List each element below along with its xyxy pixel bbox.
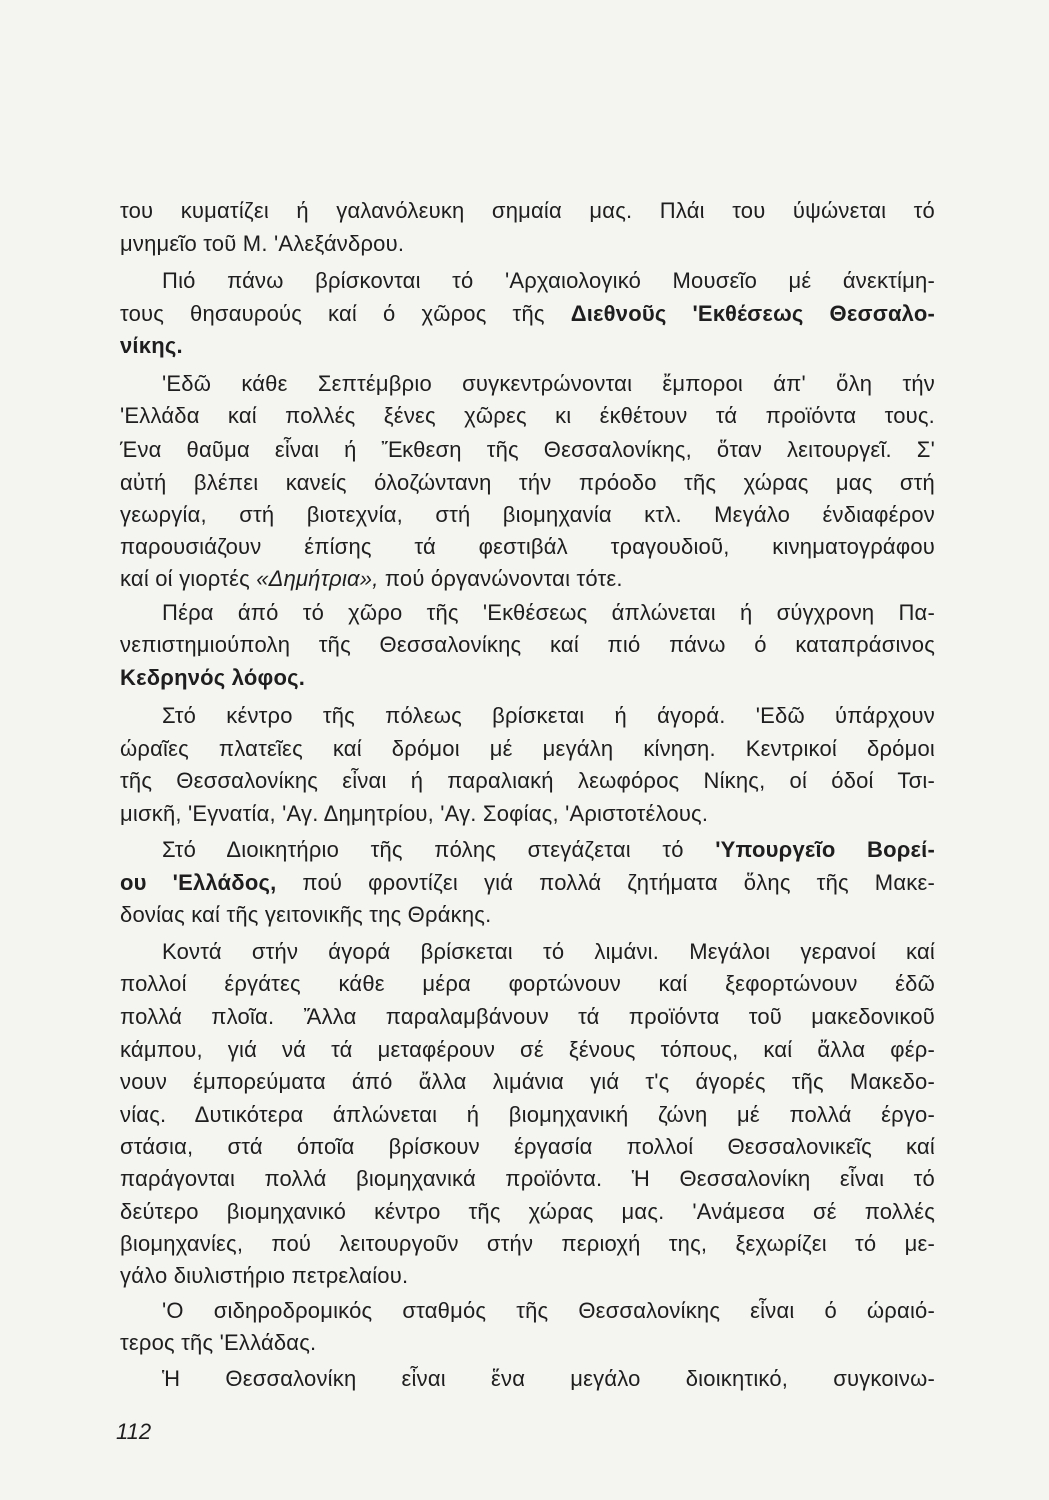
text-line: αὐτή βλέπει κανείς όλοζώντανη τήν πρόοδο τῆς χώρας μας στή: [120, 470, 935, 495]
text-line: πολλοί έργάτες κάθε μέρα φορτώνουν καί ξεφορτώνουν έδῶ: [120, 971, 935, 996]
bold-term: Κεδρηνός λόφος.: [120, 665, 306, 690]
italic-term: «Δημήτρια»,: [256, 566, 379, 591]
text-line: [120, 331, 935, 361]
text-line: του κυματίζει ή γαλανόλευκη σημαία μας. Πλάι του ύψώνεται τό: [120, 198, 935, 223]
text-line: ώραῖες πλατεῖες καί δρόμοι μέ μεγάλη κίνηση. Κεντρικοί δρόμοι: [120, 736, 935, 761]
text-line: νίας. Δυτικότερα άπλώνεται ή βιομηχανική ζώνη μέ πολλά έργο-: [120, 1102, 935, 1127]
text-line: 'Εδῶ κάθε Σεπτέμβριο συγκεντρώνονται ἔμποροι άπ' ὅλη τήν: [162, 371, 935, 396]
text-line: τῆς Θεσσαλονίκης εἶναι ή παραλιακή λεωφόρος Νίκης, οί όδοί Τσι-: [120, 768, 935, 793]
bold-term: Διεθνοῦς 'Εκθέσεως Θεσσαλο-: [570, 301, 936, 326]
text-line: Στό κέντρο τῆς πόλεως βρίσκεται ή άγορά. 'Εδῶ ύπάρχουν: [162, 703, 935, 728]
text-line: παρουσιάζουν έπίσης τά φεστιβάλ τραγουδιοῦ, κινηματογράφου: [120, 534, 935, 559]
text-line: τους θησαυρούς καί ό χῶρος τῆς Διεθνοῦς 'Εκθέσεως Θεσσαλο-: [120, 301, 936, 326]
text-line: γάλο διυλιστήριο πετρελαίου.: [120, 1263, 409, 1288]
text-line: στάσια, στά όποῖα βρίσκουν έργασία πολλοί Θεσσαλονικεῖς καί: [120, 1134, 935, 1159]
text-line: βιομηχανίες, πού λειτουργοῦν στήν περιοχή της, ξεχωρίζει τό με-: [120, 1231, 935, 1256]
bold-term: νίκης.: [120, 333, 183, 358]
text-line: μνημεῖο τοῦ Μ. 'Αλεξάνδρου.: [120, 231, 405, 256]
text-line: Πιό πάνω βρίσκονται τό 'Αρχαιολογικό Μουσεῖο μέ άνεκτίμη-: [162, 268, 935, 293]
text-line: δονίας καί τῆς γειτονικῆς της Θράκης.: [120, 902, 492, 927]
text-line: ου 'Ελλάδος, πού φροντίζει γιά πολλά ζητήματα ὅλης τῆς Μακε-: [120, 870, 935, 895]
text-line: Ἡ Θεσσαλονίκη εἶναι ἕνα μεγάλο διοικητικό, συγκοινω-: [162, 1366, 935, 1391]
bold-term: 'Υπουργεῖο Βορεί-: [715, 837, 936, 862]
bold-term: ου 'Ελλάδος,: [120, 870, 277, 895]
text-line: νεπιστημιούπολη τῆς Θεσσαλονίκης καί πιό πάνω ό καταπράσινος: [120, 632, 935, 657]
page-number: 112: [116, 1419, 152, 1444]
text-line: πολλά πλοῖα. Ἄλλα παραλαμβάνουν τά προϊόντα τοῦ μακεδονικοῦ: [120, 1004, 935, 1029]
text-line: 'Ελλάδα καί πολλές ξένες χῶρες κι έκθέτουν τά προϊόντα τους.: [120, 403, 935, 428]
text-line: καί οί γιορτές «Δημήτρια», πού όργανώνονται τότε.: [120, 566, 623, 591]
text-line: [120, 663, 935, 693]
text-line: δεύτερο βιομηχανικό κέντρο τῆς χώρας μας. 'Ανάμεσα σέ πολλές: [120, 1199, 935, 1224]
text-line: 'Ο σιδηροδρομικός σταθμός τῆς Θεσσαλονίκης εἶναι ό ώραιό-: [162, 1298, 935, 1323]
text-line: παράγονται πολλά βιομηχανικά προϊόντα. Ἡ Θεσσαλονίκη εἶναι τό: [120, 1166, 935, 1191]
text-line: τερος τῆς 'Ελλάδας.: [120, 1330, 317, 1355]
text-line: Στό Διοικητήριο τῆς πόλης στεγάζεται τό 'Υπουργεῖο Βορεί-: [162, 837, 936, 862]
text-line: γεωργία, στή βιοτεχνία, στή βιομηχανία κτλ. Μεγάλο ένδιαφέρον: [120, 502, 935, 527]
text-line: νουν έμπορεύματα άπό ἄλλα λιμάνια γιά τ'ς άγορές τῆς Μακεδο-: [120, 1069, 935, 1094]
text-line: Ένα θαῦμα εἶναι ή Ἔκθεση τῆς Θεσσαλονίκης, ὅταν λειτουργεῖ. Σ': [120, 437, 935, 462]
text-line: κάμπου, γιά νά τά μεταφέρουν σέ ξένους τόπους, καί ἄλλα φέρ-: [120, 1037, 935, 1062]
text-line: Πέρα άπό τό χῶρο τῆς 'Εκθέσεως άπλώνεται ή σύγχρονη Πα-: [162, 600, 935, 625]
text-line: μισκῆ, 'Εγνατία, 'Αγ. Δημητρίου, 'Αγ. Σοφίας, 'Αριστοτέλους.: [120, 801, 709, 826]
text-line: Κοντά στήν άγορά βρίσκεται τό λιμάνι. Μεγάλοι γερανοί καί: [162, 939, 935, 964]
